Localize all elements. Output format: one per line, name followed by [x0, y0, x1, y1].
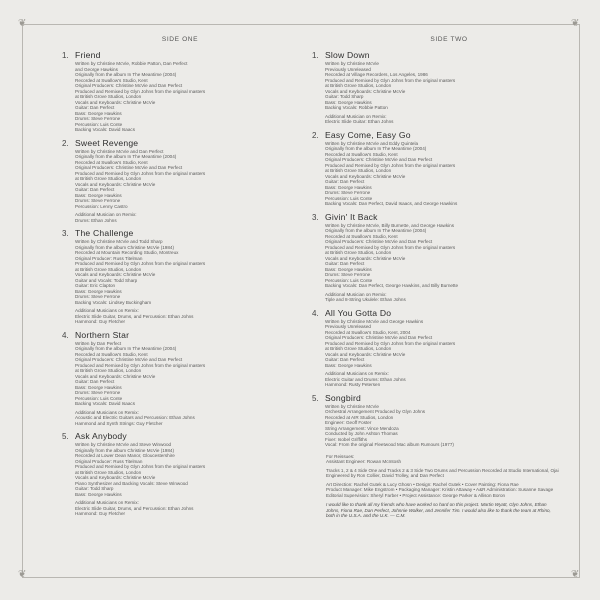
- notes-line: For Reissues:: [326, 453, 355, 459]
- credit-line: Backing Vocals: Lindsey Buckingham: [75, 299, 152, 305]
- credit-line: Bass: George Hawkins: [75, 192, 122, 198]
- track-credits: [75, 431, 284, 517]
- track-title: Sweet Revenge: [75, 137, 139, 148]
- credit-line: Vocals and Keyboards: Christine McVie: [75, 99, 156, 105]
- credit-line: Orchestral Arrangement Produced by Glyn Johns: [325, 409, 426, 414]
- credit-line: Original Producers: Christine McVie and Dan Perfect: [75, 165, 183, 170]
- credit-line: Originally from the album Christine McVie (1984): [75, 244, 174, 250]
- credit-line: at British Grove Studios, London: [325, 250, 392, 255]
- corner-ornament-icon: ❦: [571, 569, 580, 580]
- credit-line: Drums: Steve Ferrone: [325, 190, 371, 195]
- credit-line: Previously Unreleased: [325, 324, 371, 329]
- side-two-heading: SIDE TWO: [430, 36, 468, 43]
- remix-credit-line: Additional Musician on Remix:: [325, 291, 387, 297]
- track-number: 3.: [312, 212, 319, 222]
- remix-credit-line: Additional Musicians on Remix:: [75, 500, 139, 505]
- track-entry: [62, 431, 284, 517]
- credit-line: Previously Unreleased: [325, 66, 371, 72]
- remix-credit-line: Electric Slide Guitar, Drums, and Percussion: Ethan Johns: [75, 313, 194, 319]
- credit-line: Vocals and Keyboards: Christine McVie: [325, 88, 406, 94]
- credit-line: Vocals and Keyboards: Christine McVie: [75, 475, 156, 480]
- credit-line: Drums: Steve Ferrone: [75, 390, 121, 395]
- track-credits: [325, 393, 572, 448]
- credit-line: Backing Vocals: Dan Perfect, George Hawkins, and Billy Burnette: [325, 283, 459, 288]
- credit-line: Recorded at Swallow's Studio, Kent: [75, 159, 148, 165]
- track-number: 4.: [312, 308, 319, 318]
- remix-credit-line: Additional Musician on Remix:: [325, 113, 387, 119]
- credit-line: Produced and Remixed by Glyn Johns from the original masters: [325, 244, 456, 250]
- track-number: 2.: [62, 138, 69, 148]
- credit-line: Originally from the album In The Meantime (2004): [75, 72, 177, 77]
- credit-line: and George Hawkins: [75, 66, 118, 72]
- track-credits: [75, 50, 284, 133]
- track-title: Easy Come, Easy Go: [325, 129, 411, 140]
- remix-credit-line: Tiple and 8-String Ukulele: Ethan Johns: [325, 297, 406, 302]
- track-entry: [62, 50, 284, 133]
- corner-ornament-icon: ❦: [571, 18, 580, 29]
- credit-line: Guitar: Todd Sharp: [75, 486, 114, 491]
- credit-line: Written by Christine McVie and Steve Winwood: [75, 442, 172, 447]
- credit-line: at British Grove Studios, London: [75, 94, 142, 99]
- track-entry: [62, 228, 284, 325]
- track-number: 1.: [312, 51, 319, 60]
- notes-line: Editorial Supervision: Sheryl Farber • Project Assistance: George Parker & Allison Boron: [326, 492, 506, 498]
- credit-line: Produced and Remixed by Glyn Johns from the original masters: [75, 362, 206, 368]
- credit-line: Produced and Remixed by Glyn Johns from the original masters: [325, 340, 456, 346]
- credit-line: Guitar: Eric Clapton: [75, 283, 116, 288]
- remix-credit-line: Additional Musicians on Remix:: [325, 371, 389, 376]
- credit-line: Percussion: Luis Conte: [75, 121, 123, 127]
- credit-line: Original Producers: Christine McVie and Dan Perfect: [75, 357, 183, 362]
- credit-line: Recorded at Swallow's Studio, Kent, 2004: [325, 329, 411, 335]
- credit-line: Produced and Remixed by Glyn Johns from the original masters: [325, 162, 456, 168]
- credit-line: Original Producer: Russ Titelman: [75, 255, 143, 261]
- track-entry: [312, 50, 572, 125]
- remix-credit-line: Hammond and Synth Strings: Guy Fletcher: [75, 420, 163, 426]
- credit-line: Bass: George Hawkins: [75, 288, 122, 294]
- credit-line: Drums: Steve Ferrone: [75, 198, 121, 203]
- credit-line: at British Grove Studios, London: [75, 176, 142, 181]
- remix-credit-line: Hammond: Guy Fletcher: [75, 319, 126, 324]
- credit-line: Produced and Remixed by Glyn Johns from the original masters: [75, 261, 206, 266]
- credit-line: Written by Christine McVie: [325, 61, 379, 66]
- credit-line: Vocal: From the original Fleetwood Mac album Rumours (1977): [325, 442, 454, 447]
- remix-credit-line: Additional Musicians on Remix:: [75, 409, 139, 415]
- track-title: All You Gotta Do: [325, 307, 392, 318]
- credit-line: Recorded at Lower Dean Manor, Gloucestershire: [75, 453, 175, 458]
- credit-line: Vocals and Keyboards: Christine McVie: [325, 351, 406, 357]
- credit-line: Backing Vocals: Dan Perfect, David Isaacs, and George Hawkins: [325, 201, 458, 206]
- notes-line: Art Direction: Rachel Gutek & Lucy Ghosn • Design: Rachel Gutek • Cover Painting: Fiona Rae: [326, 481, 519, 487]
- credit-line: Recorded at Swallow's Studio, Kent: [325, 233, 398, 239]
- credit-line: Recorded at Village Recorders, Los Angeles, 1986: [325, 72, 428, 77]
- credit-line: Bass: George Hawkins: [75, 110, 122, 116]
- credit-line: Guitar: Dan Perfect: [75, 379, 115, 384]
- credit-line: Originally from the album In The Meantime (2004): [325, 228, 427, 233]
- track-title: Northern Star: [75, 329, 130, 340]
- track-credits: [325, 130, 572, 207]
- credit-line: Original Producers: Christine McVie and Dan Perfect: [75, 83, 183, 88]
- track-number: 1.: [62, 51, 69, 60]
- credits-notes: [326, 454, 572, 519]
- credit-line: Guitar: Dan Perfect: [75, 187, 115, 192]
- credit-line: Vocals and Keyboards: Christine McVie: [75, 373, 156, 379]
- remix-credit-line: Electric Slide Guitar, Drums, and Percussion: Ethan Johns: [75, 505, 194, 511]
- credit-line: Originally from the album Christine McVie (1984): [75, 447, 174, 453]
- thank-you-note: I would like to thank all my friends who have worked so hard on this project. Martin Wyatt, Glyn Johns, Ethan Johns, Fiona Rae, Dan Perfect, Johnnie Walker, and Jennifer Tim. I would also like to thank the team at Rhino, both in the U.S.A. and the U.K. — C.M.: [326, 502, 551, 519]
- credit-line: Originally from the album In The Meantime (2004): [75, 154, 177, 159]
- credit-line: Guitar: Dan Perfect: [75, 105, 115, 110]
- credit-line: Originally from the album In The Meantime (2004): [75, 346, 177, 351]
- credit-line: Original Producers: Christine McVie and Dan Perfect: [325, 157, 433, 162]
- remix-credit-line: Additional Musicians on Remix:: [75, 308, 139, 313]
- track-entry: [62, 138, 284, 224]
- remix-credit-line: Drums: Ethan Johns: [75, 217, 117, 223]
- side-two-column: [312, 36, 572, 519]
- credit-line: at British Grove Studios, London: [75, 266, 142, 272]
- credit-line: Backing Vocals: David Isaacs: [75, 127, 136, 132]
- credit-line: Written by Christine McVie, Robbie Patton, Dan Perfect: [75, 61, 188, 66]
- credit-line: Original Producers: Christine McVie and Dan Perfect: [325, 239, 433, 244]
- credit-line: Vocals and Keyboards: Christine McVie: [325, 173, 406, 179]
- track-title: Givin' It Back: [325, 211, 378, 222]
- credit-line: Written by Christine McVie and Dan Perfect: [75, 148, 164, 154]
- credit-line: Originally from the album In The Meantime (2004): [325, 146, 427, 151]
- track-credits: [75, 138, 284, 224]
- credit-line: Bass: George Hawkins: [75, 384, 122, 390]
- credit-line: Written by Christine McVie and George Hawkins: [325, 318, 424, 324]
- track-number: 5.: [312, 393, 319, 403]
- track-title: Songbird: [325, 392, 362, 403]
- notes-line: Tracks 1, 2 & 4 Side One and Tracks 2 & 3 Side Two Drums and Percussion Recorded at Studio International, Ojai: [326, 467, 559, 473]
- remix-credit-line: Acoustic and Electric Guitars and Percussion: Ethan Johns: [75, 415, 195, 420]
- credit-line: Engineer: Geoff Foster: [325, 420, 372, 425]
- credit-line: Bass: George Hawkins: [325, 266, 372, 272]
- credit-line: Percussion: Luis Conte: [75, 395, 123, 401]
- credit-line: Guitar: Todd Sharp: [325, 94, 364, 99]
- remix-credit-line: Electric Guitar and Drums: Ethan Johns: [325, 376, 406, 382]
- track-title: Ask Anybody: [75, 431, 127, 441]
- track-credits: [325, 50, 572, 125]
- credit-line: Bass: George Hawkins: [325, 362, 372, 368]
- credit-line: Recorded at Swallow's Studio, Kent: [325, 151, 398, 157]
- credit-line: Piano Synthesizer and Backing Vocals: Steve Winwood: [75, 480, 188, 486]
- credit-line: Guitar: Dan Perfect: [325, 179, 365, 184]
- notes-line: Product Manager: Mike Engstrom • Packaging Manager: Kristin Attaway • A&R Administration: Susanne Savage: [326, 487, 554, 492]
- track-credits: [325, 308, 572, 388]
- credit-line: Drums: Steve Ferrone: [325, 272, 371, 277]
- credit-line: Produced and Remixed by Glyn Johns from the original masters: [75, 170, 206, 176]
- track-credits: [75, 330, 284, 427]
- track-number: 3.: [62, 229, 69, 238]
- credit-line: Written by Christine McVie: [325, 403, 379, 409]
- credit-line: Drums: Steve Ferrone: [75, 116, 121, 121]
- track-title: Friend: [75, 50, 101, 60]
- notes-line: Engineered by Ron Collier, David Trolley, and Dan Perfect: [326, 473, 444, 478]
- credit-line: at British Grove Studios, London: [325, 83, 392, 88]
- side-one-heading: SIDE ONE: [161, 36, 199, 43]
- credit-line: at British Grove Studios, London: [75, 368, 142, 373]
- credit-line: Recorded at Mountain Recording Studio, Montreux: [75, 250, 179, 255]
- credit-line: Drums: Steve Ferrone: [75, 294, 121, 299]
- credit-line: Bass: George Hawkins: [75, 491, 122, 497]
- credit-line: Written by Dan Perfect: [75, 340, 122, 346]
- credit-line: Recorded at Swallow's Studio, Kent: [75, 77, 148, 83]
- track-entry: [312, 212, 572, 303]
- credit-line: Guitar: Dan Perfect: [325, 357, 365, 362]
- credit-line: Percussion: Luis Conte: [325, 195, 373, 201]
- credit-line: Bass: George Hawkins: [325, 99, 372, 105]
- track-entry: [312, 130, 572, 207]
- credit-line: Percussion: Luis Conte: [325, 277, 373, 283]
- track-number: 5.: [62, 432, 69, 441]
- credit-line: Bass: George Hawkins: [325, 184, 372, 190]
- credit-line: Vocals and Keyboards: Christine McVie: [75, 272, 156, 277]
- credit-line: Written by Christine McVie, Billy Burnette, and George Hawkins: [325, 222, 455, 228]
- notes-line: Assistant Engineer: Rowan McIntosh: [326, 459, 402, 464]
- credit-line: Backing Vocals: Robbie Patton: [325, 105, 388, 110]
- credit-line: Backing Vocals: David Isaacs: [75, 401, 136, 406]
- track-entry: [62, 330, 284, 427]
- credit-line: Vocals and Keyboards: Christine McVie: [325, 255, 406, 261]
- credit-line: Produced and Remixed by Glyn Johns from the original masters: [75, 88, 206, 94]
- track-credits: [325, 212, 572, 303]
- track-number: 4.: [62, 330, 69, 340]
- credit-line: Vocals and Keyboards: Christine McVie: [75, 181, 156, 187]
- credit-line: Produced and Remixed by Glyn Johns from the original masters: [325, 77, 456, 83]
- credit-line: Written by Christine McVie and Eddy Quintela: [325, 140, 419, 146]
- track-title: Slow Down: [325, 50, 370, 60]
- remix-credit-line: Additional Musician on Remix:: [75, 212, 137, 217]
- credit-line: Fixer: Isobel Griffiths: [325, 436, 368, 442]
- credit-line: Percussion: Lenny Castro: [75, 203, 128, 209]
- track-number: 2.: [312, 130, 319, 140]
- credit-line: Guitar: Dan Perfect: [325, 261, 365, 266]
- credit-line: Produced and Remixed by Glyn Johns from the original masters: [75, 464, 206, 469]
- credit-line: Guitar and Vocals: Todd Sharp: [75, 277, 138, 283]
- track-title: The Challenge: [75, 228, 134, 238]
- credit-line: Written by Christine McVie and Todd Sharp: [75, 239, 163, 244]
- corner-ornament-icon: ❦: [18, 569, 27, 580]
- credit-line: Original Producers: Christine McVie and Dan Perfect: [325, 335, 433, 340]
- track-entry: [312, 393, 572, 448]
- corner-ornament-icon: ❦: [18, 18, 27, 29]
- credit-line: at British Grove Studios, London: [325, 168, 392, 173]
- credit-line: String Arrangement: Vince Mendoza: [325, 425, 399, 431]
- track-credits: [75, 228, 284, 325]
- credit-line: Recorded at Swallow's Studio, Kent: [75, 351, 148, 357]
- credit-line: at British Grove Studios, London: [325, 346, 392, 351]
- track-entry: [312, 308, 572, 388]
- credit-line: Conducted by John Ashton Thomas: [325, 431, 398, 436]
- remix-credit-line: Electric Slide Guitar: Ethan Johns: [325, 119, 394, 124]
- remix-credit-line: Hammond: Rusty Petersen: [325, 382, 381, 387]
- credit-line: at British Grove Studios, London: [75, 469, 142, 475]
- side-one-column: [62, 36, 284, 522]
- credit-line: Original Producer: Russ Titelman: [75, 458, 143, 464]
- credit-line: Recorded at AIR Studios, London: [325, 414, 394, 420]
- remix-credit-line: Hammond: Guy Fletcher: [75, 511, 126, 516]
